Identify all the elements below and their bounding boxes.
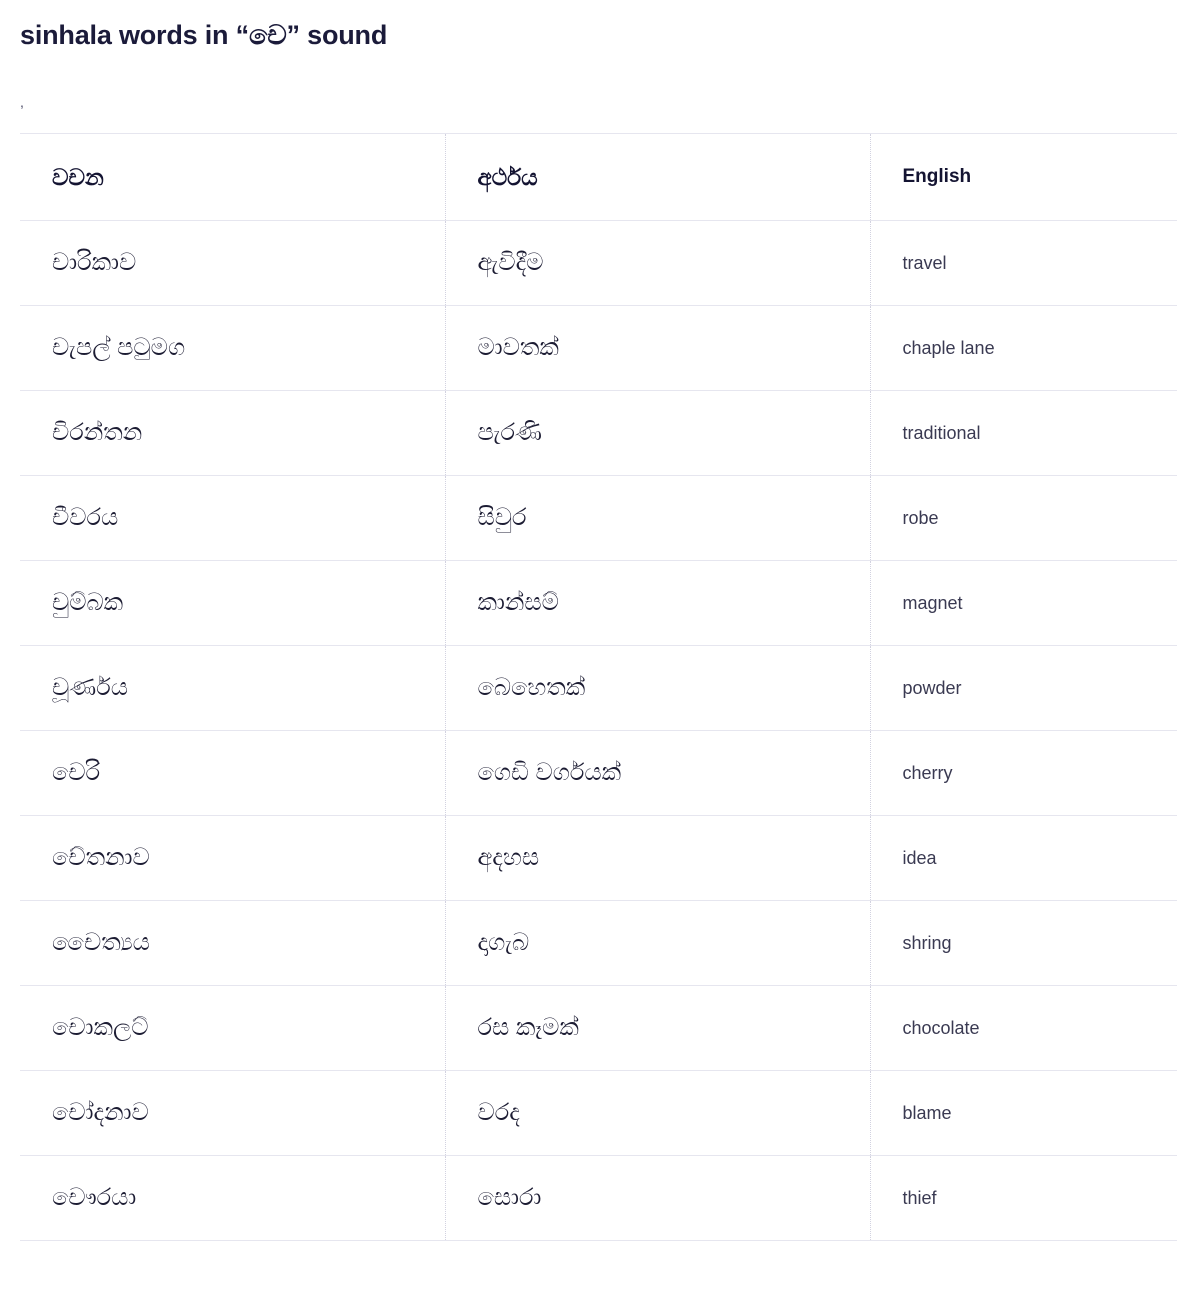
- page-subtitle: ,: [20, 94, 24, 111]
- cell-word: චෝදනාව: [20, 1071, 445, 1156]
- cell-english: blame: [870, 1071, 1177, 1156]
- page-container: [0, 18, 1200, 1296]
- cell-word: චොකලට්: [20, 986, 445, 1071]
- cell-word: චේතනාව: [20, 816, 445, 901]
- cell-word: චෙරි: [20, 731, 445, 816]
- cell-english: chaple lane: [870, 306, 1177, 391]
- cell-meaning: ගෙඩි වර්ගයක්: [445, 731, 870, 816]
- cell-word: චිරන්තන: [20, 391, 445, 476]
- table-header: [20, 134, 1177, 221]
- cell-english: traditional: [870, 391, 1177, 476]
- cell-english: magnet: [870, 561, 1177, 646]
- cell-meaning: බෙහෙතක්: [445, 646, 870, 731]
- cell-meaning: දාගැබ: [445, 901, 870, 986]
- cell-meaning: මාවතක්: [445, 306, 870, 391]
- cell-word: චීවරය: [20, 476, 445, 561]
- table-row: [20, 221, 1177, 306]
- cell-meaning: වරද: [445, 1071, 870, 1156]
- cell-english: travel: [870, 221, 1177, 306]
- cell-meaning: අදහස: [445, 816, 870, 901]
- page-title: sinhala words in “චෙ” sound: [20, 20, 388, 50]
- table-row: [20, 646, 1177, 731]
- cell-english: shring: [870, 901, 1177, 986]
- table-row: [20, 1156, 1177, 1241]
- cell-meaning: ඇවිදීම: [445, 221, 870, 306]
- cell-word: චෞරයා: [20, 1156, 445, 1241]
- table-row: [20, 901, 1177, 986]
- table-row: [20, 561, 1177, 646]
- cell-word: චුම්බක: [20, 561, 445, 646]
- cell-meaning: සොරා: [445, 1156, 870, 1241]
- cell-word: චූර්ණය: [20, 646, 445, 731]
- cell-english: idea: [870, 816, 1177, 901]
- column-header-word: වචන: [20, 134, 445, 221]
- words-table: [20, 133, 1177, 1241]
- cell-english: thief: [870, 1156, 1177, 1241]
- column-header-meaning: අර්ථය: [445, 134, 870, 221]
- cell-meaning: කාන්සම්: [445, 561, 870, 646]
- cell-meaning: පැරණි: [445, 391, 870, 476]
- table-row: [20, 1071, 1177, 1156]
- cell-meaning: සිවුර: [445, 476, 870, 561]
- cell-english: cherry: [870, 731, 1177, 816]
- cell-english: robe: [870, 476, 1177, 561]
- cell-word: චැපල් පටුමග: [20, 306, 445, 391]
- table-row: [20, 816, 1177, 901]
- column-header-english: English: [870, 134, 1177, 221]
- cell-word: චෛත්‍යය: [20, 901, 445, 986]
- table-body: [20, 221, 1177, 1241]
- cell-english: chocolate: [870, 986, 1177, 1071]
- cell-word: චාරිකාව: [20, 221, 445, 306]
- cell-english: powder: [870, 646, 1177, 731]
- words-table-container: [20, 133, 1177, 1241]
- table-header-row: [20, 134, 1177, 221]
- table-row: [20, 986, 1177, 1071]
- cell-meaning: රස කෑමක්: [445, 986, 870, 1071]
- table-row: [20, 731, 1177, 816]
- table-row: [20, 391, 1177, 476]
- table-row: [20, 476, 1177, 561]
- table-row: [20, 306, 1177, 391]
